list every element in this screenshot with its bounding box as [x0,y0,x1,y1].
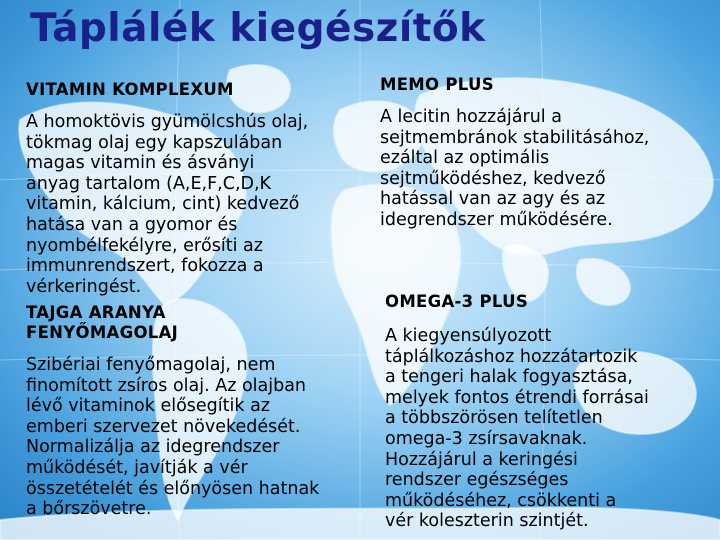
body-line: vitamin, kálcium, cint) kedvező [26,194,300,215]
section-heading [380,75,649,95]
heading-line: MEMO PLUS [380,75,494,94]
section-body [26,112,308,297]
body-line: a többszörösen telítetlen [385,408,603,429]
body-line: nyombélfekélyre, erősíti az [26,235,263,256]
body-line: Normalizálja az idegrendszer [26,437,280,458]
body-line: omega-3 zsírsavaknak. [385,428,588,449]
body-line: hatással van az agy és az [380,189,606,210]
heading-line: FENYŐMAGOLAJ [26,323,179,342]
section-tajga-aranya [26,303,319,520]
section-heading [26,80,308,100]
body-line: vér koleszterin szintjét. [385,511,589,532]
body-line: A kiegyensúlyozott [385,326,552,346]
body-line: összetételét és előnyösen hatnak [26,478,320,499]
body-line: sejtműködéshez, kedvező [380,168,606,189]
body-line: A lecitin hozzájárul a [380,107,562,127]
section-heading [26,303,319,343]
body-line: működéséhez, csökkenti a [385,490,617,511]
heading-line: TAJGA ARANYA [26,303,166,322]
body-line: magas vitamin és ásványi [26,153,255,174]
heading-line: VITAMIN KOMPLEXUM [26,80,234,99]
body-line: immunrendszert, fokozza a [26,256,264,277]
body-line: a tengeri halak fogyasztása, [385,367,633,388]
body-line: finomított zsíros olaj. Az olajban [26,375,307,396]
body-line: melyek fontos étrendi forrásai [385,387,649,408]
body-line: Szibériai fenyőmagolaj, nem [26,355,276,375]
body-line: rendszer egészséges [385,470,569,491]
body-line: emberi szervezet növekedését. [26,416,301,437]
body-line: táplálkozáshoz hozzátartozik [385,346,638,367]
body-line: a bőrszövetre. [26,499,152,520]
section-body [380,107,649,231]
body-line: Hozzájárul a keringési [385,449,578,470]
section-omega-3-plus [385,292,649,532]
body-line: ezáltal az optimális [380,148,550,169]
body-line: A homoktövis gyümölcshús olaj, [26,112,309,132]
body-line: hatása van a gyomor és [26,214,238,235]
section-body [26,355,319,520]
body-line: lévő vitaminok elősegítik az [26,396,270,417]
body-line: tökmag olaj egy kapszulában [26,132,283,153]
body-line: működését, javítják a vér [26,457,248,478]
body-line: idegrendszer működésére. [380,209,613,230]
section-body [385,326,649,532]
heading-line: OMEGA-3 PLUS [385,292,529,311]
section-memo-plus [380,75,649,231]
section-vitamin-komplexum [26,80,308,297]
section-heading [385,292,649,312]
body-line: sejtmembránok stabilitásához, [380,127,650,148]
page-title: Táplálék kiegészítők [30,6,486,51]
body-line: anyag tartalom (A,E,F,C,D,K [26,173,272,194]
body-line: vérkeringést. [26,276,142,297]
